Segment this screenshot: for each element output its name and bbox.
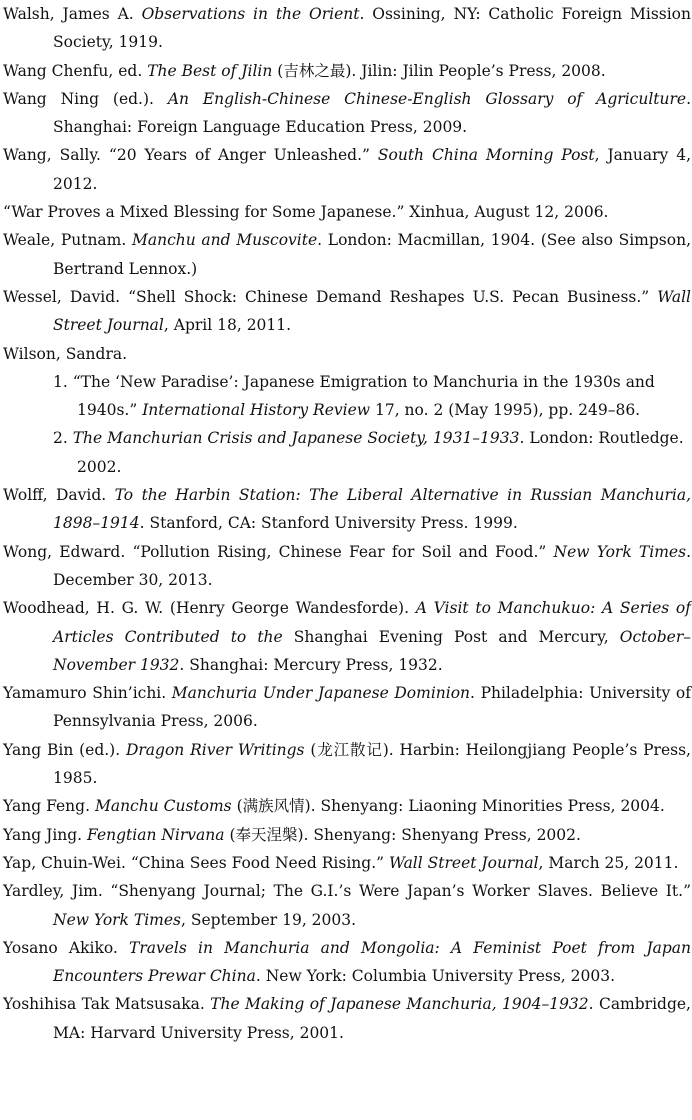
entry-title: Dragon River Writings	[125, 740, 305, 759]
entry-text: Yardley, Jim. “Shenyang Journal; The G.I.’s Were Japan’s Worker Slaves. Believe It.”	[3, 882, 691, 901]
entry-text: Yoshihisa Tak Matsusaka.	[3, 995, 211, 1014]
entry-text: . December 30, 2013.	[53, 542, 691, 589]
entry-title: Travels in Manchuria and Mongolia: A Feminist Poet from Japan Encounters Prewar China	[53, 938, 691, 986]
bib-entry-wolff	[3, 481, 691, 538]
entry-text: (龙江散记). Harbin: Heilongjiang People’s Press, 1985.	[53, 740, 691, 788]
entry-text: . London: Macmillan, 1904. (See also Simpson, Bertrand Lennox.)	[53, 231, 691, 278]
entry-text: , September 19, 2003.	[181, 910, 357, 929]
entry-text: Wessel, David. “Shell Shock: Chinese Demand Reshapes U.S. Pecan Business.”	[3, 287, 658, 306]
entry-title: Manchu and Muscovite	[131, 231, 318, 250]
entry-text: Wang Ning (ed.).	[3, 89, 168, 108]
entry-text: . Cambridge, MA: Harvard University Press, 2001.	[53, 995, 691, 1042]
entry-text: Yang Feng.	[3, 797, 95, 816]
entry-text: , April 18, 2011.	[163, 316, 292, 335]
entry-title: Fengtian Nirvana	[87, 825, 225, 844]
entry-text: . Stanford, CA: Stanford University Press. 1999.	[139, 514, 518, 533]
entry-title: New York Times	[553, 542, 687, 561]
entry-title: New York Times	[53, 910, 181, 929]
bib-entry-yosano	[3, 934, 691, 991]
bib-entry-weale	[3, 226, 691, 283]
bib-entry-yang-bin	[3, 736, 691, 793]
entry-text: “War Proves a Mixed Blessing for Some Japanese.” Xinhua, August 12, 2006.	[3, 203, 609, 222]
entry-title: The Making of Japanese Manchuria, 1904–1932	[210, 995, 589, 1014]
bib-entry-wang-ning	[3, 85, 691, 142]
entry-text: Shanghai Evening Post and Mercury,	[282, 627, 620, 646]
entry-title: An English-Chinese Chinese-English Glossary of Agriculture	[167, 89, 687, 108]
bib-entry-yardley	[3, 877, 691, 934]
entry-text: 1. “The ‘New Paradise’: Japanese Emigration to Manchuria in the 1930s and 1940s.”	[53, 372, 655, 420]
entry-text: (满族风情). Shenyang: Liaoning Minorities Press, 2004.	[231, 797, 665, 816]
entry-text: . Ossining, NY: Catholic Foreign Mission Society, 1919.	[53, 5, 691, 52]
bib-entry-yang-feng	[3, 792, 691, 820]
entry-text: . New York: Columbia University Press, 2003.	[255, 967, 616, 986]
bib-entry-wessel	[3, 283, 691, 340]
bib-entry-war-proves	[3, 198, 691, 226]
entry-text: Wang Chenfu, ed.	[3, 61, 148, 80]
entry-text: 17, no. 2 (May 1995), pp. 249–86.	[370, 401, 641, 420]
entry-title: The Best of Jilin	[147, 61, 273, 80]
bib-entry-yang-jing	[3, 821, 691, 849]
entry-text: (奉天涅槃). Shenyang: Shenyang Press, 2002.	[224, 825, 581, 844]
entry-text: Walsh, James A.	[3, 5, 142, 23]
bib-subentry-wilson-2	[46, 424, 691, 481]
entry-text: Wong, Edward. “Pollution Rising, Chinese Fear for Soil and Food.”	[3, 542, 554, 561]
bib-entry-wang-sally	[3, 141, 691, 198]
entry-text: Wolff, David.	[3, 486, 115, 505]
entry-text: Weale, Putnam.	[3, 231, 132, 250]
bib-entry-matsusaka	[3, 990, 691, 1047]
bib-subentry-wilson-1	[46, 368, 691, 425]
bib-entry-wong	[3, 538, 691, 595]
entry-text: Woodhead, H. G. W. (Henry George Wandesforde).	[3, 599, 416, 618]
entry-text: , March 25, 2011.	[538, 853, 679, 872]
entry-text: Wilson, Sandra.	[3, 344, 128, 363]
entry-text: Wang, Sally. “20 Years of Anger Unleashed.”	[3, 146, 378, 165]
entry-text: . London: Routledge. 2002.	[77, 429, 684, 476]
entry-title: Manchu Customs	[94, 797, 232, 816]
entry-text: , January 4, 2012.	[53, 146, 691, 193]
entry-title: Wall Street Journal	[53, 287, 691, 335]
entry-text: . Philadelphia: University of Pennsylvania Press, 2006.	[53, 684, 691, 731]
bib-entry-woodhead	[3, 594, 691, 679]
bib-entry-wilson	[3, 340, 691, 368]
entry-title: The Manchurian Crisis and Japanese Society, 1931–1933	[72, 429, 520, 448]
entry-text: Yap, Chuin-Wei. “China Sees Food Need Rising.”	[3, 853, 389, 872]
entry-title: October–November 1932	[53, 627, 691, 674]
entry-text: Yamamuro Shin’ichi.	[3, 684, 172, 703]
bib-entry-walsh	[3, 0, 691, 57]
entry-text: . Shanghai: Foreign Language Education Press, 2009.	[53, 89, 692, 137]
bib-entry-yamamuro	[3, 679, 691, 736]
entry-title: Observations in the Orient	[141, 5, 360, 23]
entry-title: South China Morning Post	[377, 146, 595, 165]
entry-text: Yang Jing.	[3, 825, 88, 844]
entry-title: To the Harbin Station: The Liberal Alternative in Russian Manchuria, 1898–1914	[53, 486, 692, 533]
entry-text: Yosano Akiko.	[3, 938, 129, 957]
entry-title: A Visit to Manchukuo: A Series of Articles Contributed to the	[53, 599, 691, 646]
entry-title: Manchuria Under Japanese Dominion	[171, 684, 471, 703]
entry-title: International History Review	[142, 401, 371, 420]
bib-entry-wang-chenfu	[3, 57, 691, 85]
entry-text: (吉林之最). Jilin: Jilin People’s Press, 2008.	[272, 61, 606, 80]
entry-title: Wall Street Journal	[388, 853, 539, 872]
entry-text: 2.	[53, 429, 73, 448]
entry-text: . Shanghai: Mercury Press, 1932.	[179, 655, 443, 674]
entry-text: Yang Bin (ed.).	[3, 740, 126, 759]
bib-entry-yap	[3, 849, 691, 877]
